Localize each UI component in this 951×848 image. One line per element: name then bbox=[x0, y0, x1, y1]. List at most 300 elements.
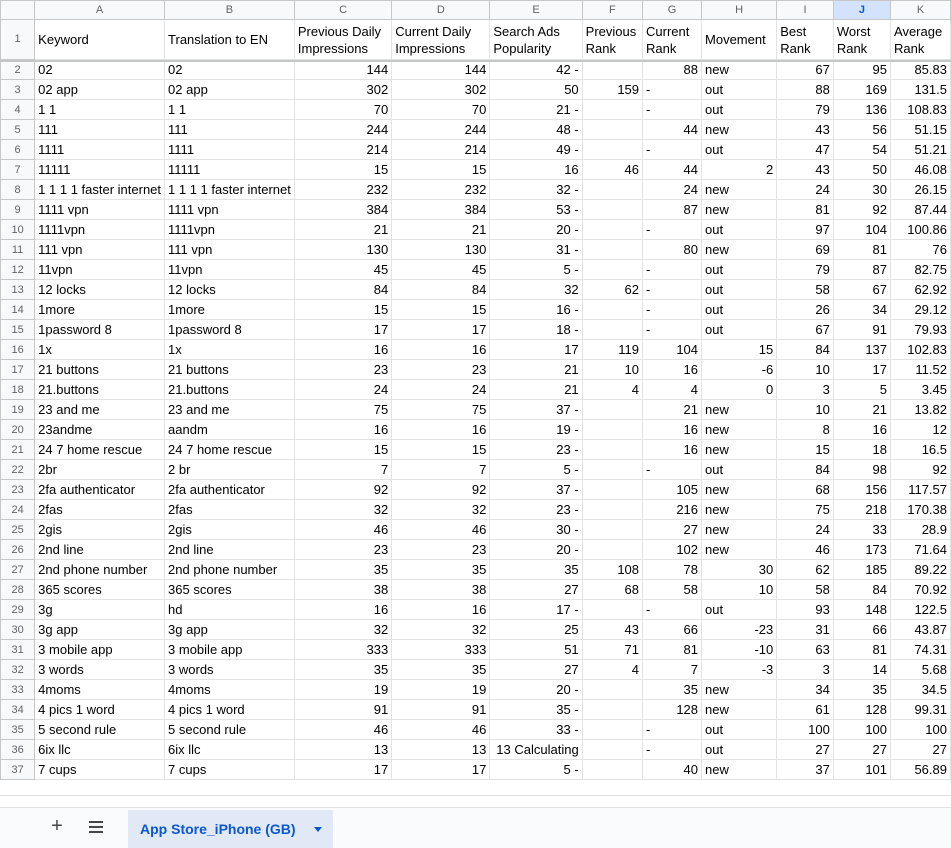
cell[interactable] bbox=[582, 680, 642, 700]
row-header[interactable]: 15 bbox=[1, 320, 35, 340]
cell[interactable]: 2br bbox=[35, 460, 165, 480]
cell[interactable]: 62 bbox=[582, 280, 642, 300]
row-header[interactable]: 16 bbox=[1, 340, 35, 360]
cell[interactable]: -6 bbox=[702, 360, 777, 380]
cell[interactable] bbox=[582, 120, 642, 140]
cell[interactable]: 4moms bbox=[165, 680, 295, 700]
column-header-c[interactable]: C bbox=[294, 1, 391, 20]
cell[interactable]: 24 bbox=[392, 380, 490, 400]
cell[interactable]: 5 bbox=[833, 380, 890, 400]
cell[interactable]: 15 bbox=[294, 300, 391, 320]
row-header[interactable]: 36 bbox=[1, 740, 35, 760]
cell[interactable] bbox=[582, 320, 642, 340]
cell[interactable]: 45 bbox=[294, 260, 391, 280]
cell[interactable]: 92 bbox=[294, 480, 391, 500]
cell[interactable]: 16.5 bbox=[891, 440, 951, 460]
cell[interactable]: 30 - bbox=[490, 520, 582, 540]
plus-icon[interactable]: + bbox=[51, 815, 63, 837]
cell[interactable]: 19 - bbox=[490, 420, 582, 440]
cell[interactable]: 23 and me bbox=[35, 400, 165, 420]
cell[interactable]: 384 bbox=[392, 200, 490, 220]
cell[interactable]: 68 bbox=[582, 580, 642, 600]
cell[interactable]: - bbox=[643, 220, 702, 240]
cell[interactable]: 21 - bbox=[490, 100, 582, 120]
cell[interactable]: 23andme bbox=[35, 420, 165, 440]
row-header[interactable]: 24 bbox=[1, 500, 35, 520]
cell[interactable]: 1111 vpn bbox=[35, 200, 165, 220]
cell[interactable]: 02 app bbox=[35, 80, 165, 100]
cell[interactable]: 58 bbox=[777, 280, 834, 300]
cell[interactable]: 4 pics 1 word bbox=[165, 700, 295, 720]
column-header-i[interactable]: I bbox=[777, 1, 834, 20]
cell[interactable] bbox=[582, 480, 642, 500]
row-header[interactable]: 22 bbox=[1, 460, 35, 480]
cell[interactable]: 2nd line bbox=[35, 540, 165, 560]
cell[interactable]: 48 - bbox=[490, 120, 582, 140]
row-header[interactable]: 21 bbox=[1, 440, 35, 460]
cell[interactable] bbox=[582, 260, 642, 280]
cell[interactable] bbox=[582, 720, 642, 740]
cell[interactable]: 5 second rule bbox=[35, 720, 165, 740]
cell[interactable]: 50 bbox=[833, 160, 890, 180]
cell[interactable]: 23 bbox=[294, 540, 391, 560]
cell[interactable] bbox=[582, 700, 642, 720]
cell[interactable]: 8 bbox=[777, 420, 834, 440]
cell[interactable]: 144 bbox=[392, 60, 490, 80]
cell[interactable]: 2gis bbox=[165, 520, 295, 540]
column-header-k[interactable]: K bbox=[891, 1, 951, 20]
cell[interactable]: 148 bbox=[833, 600, 890, 620]
column-header-f[interactable]: F bbox=[582, 1, 642, 20]
cell[interactable]: new bbox=[702, 480, 777, 500]
cell[interactable]: 216 bbox=[643, 500, 702, 520]
cell[interactable]: 37 bbox=[777, 760, 834, 780]
row-header[interactable]: 13 bbox=[1, 280, 35, 300]
cell[interactable]: 1111 vpn bbox=[165, 200, 295, 220]
header-cell[interactable]: Average Rank bbox=[891, 20, 951, 60]
cell[interactable]: 218 bbox=[833, 500, 890, 520]
cell[interactable]: - bbox=[643, 100, 702, 120]
cell[interactable]: 75 bbox=[777, 500, 834, 520]
cell[interactable]: 15 bbox=[702, 340, 777, 360]
cell[interactable]: 20 - bbox=[490, 540, 582, 560]
cell[interactable]: 1111 bbox=[35, 140, 165, 160]
cell[interactable]: 130 bbox=[294, 240, 391, 260]
cell[interactable]: new bbox=[702, 240, 777, 260]
cell[interactable]: 111 bbox=[35, 120, 165, 140]
cell[interactable]: 101 bbox=[833, 760, 890, 780]
cell[interactable]: 4 bbox=[643, 380, 702, 400]
cell[interactable]: 23 and me bbox=[165, 400, 295, 420]
cell[interactable]: 34 bbox=[833, 300, 890, 320]
row-header[interactable]: 11 bbox=[1, 240, 35, 260]
cell[interactable]: 84 bbox=[833, 580, 890, 600]
cell[interactable]: 24 7 home rescue bbox=[35, 440, 165, 460]
cell[interactable]: 32 - bbox=[490, 180, 582, 200]
cell[interactable]: 13 bbox=[392, 740, 490, 760]
cell[interactable]: 104 bbox=[833, 220, 890, 240]
cell[interactable]: 1111vpn bbox=[165, 220, 295, 240]
row-header[interactable]: 33 bbox=[1, 680, 35, 700]
cell[interactable]: 21.buttons bbox=[165, 380, 295, 400]
cell[interactable]: 21 bbox=[294, 220, 391, 240]
row-header[interactable]: 26 bbox=[1, 540, 35, 560]
cell[interactable]: 23 - bbox=[490, 440, 582, 460]
cell[interactable]: 18 bbox=[833, 440, 890, 460]
cell[interactable]: 1111 bbox=[165, 140, 295, 160]
cell[interactable]: 11111 bbox=[35, 160, 165, 180]
cell[interactable]: 1 1 bbox=[165, 100, 295, 120]
row-header[interactable]: 34 bbox=[1, 700, 35, 720]
cell[interactable]: 11vpn bbox=[35, 260, 165, 280]
cell[interactable]: 5 - bbox=[490, 260, 582, 280]
cell[interactable]: 35 - bbox=[490, 700, 582, 720]
cell[interactable]: 2fas bbox=[35, 500, 165, 520]
cell[interactable]: 16 bbox=[294, 340, 391, 360]
cell[interactable]: 46 bbox=[294, 720, 391, 740]
cell[interactable]: 71 bbox=[582, 640, 642, 660]
cell[interactable]: 11vpn bbox=[165, 260, 295, 280]
cell[interactable]: 13 bbox=[294, 740, 391, 760]
cell[interactable]: 33 - bbox=[490, 720, 582, 740]
cell[interactable]: 102 bbox=[643, 540, 702, 560]
cell[interactable]: 33 bbox=[833, 520, 890, 540]
cell[interactable]: 53 - bbox=[490, 200, 582, 220]
cell[interactable]: 159 bbox=[582, 80, 642, 100]
cell[interactable]: 30 bbox=[833, 180, 890, 200]
cell[interactable]: 51.21 bbox=[891, 140, 951, 160]
cell[interactable]: 67 bbox=[777, 320, 834, 340]
cell[interactable]: 5.68 bbox=[891, 660, 951, 680]
cell[interactable]: 99.31 bbox=[891, 700, 951, 720]
cell[interactable]: 20 - bbox=[490, 680, 582, 700]
cell[interactable]: 67 bbox=[777, 60, 834, 80]
cell[interactable]: -23 bbox=[702, 620, 777, 640]
cell[interactable]: 2nd line bbox=[165, 540, 295, 560]
cell[interactable]: 1more bbox=[35, 300, 165, 320]
cell[interactable]: 21 bbox=[392, 220, 490, 240]
cell[interactable]: 84 bbox=[294, 280, 391, 300]
cell[interactable] bbox=[582, 540, 642, 560]
row-header[interactable]: 32 bbox=[1, 660, 35, 680]
cell[interactable]: 50 bbox=[490, 80, 582, 100]
cell[interactable]: 27 bbox=[490, 580, 582, 600]
cell[interactable]: 54 bbox=[833, 140, 890, 160]
cell[interactable] bbox=[582, 180, 642, 200]
column-header-g[interactable]: G bbox=[643, 1, 702, 20]
cell[interactable]: 244 bbox=[294, 120, 391, 140]
header-cell[interactable]: Search Ads Popularity bbox=[490, 20, 582, 60]
cell[interactable]: 302 bbox=[294, 80, 391, 100]
cell[interactable]: 84 bbox=[392, 280, 490, 300]
header-cell[interactable]: Previous Rank bbox=[582, 20, 642, 60]
cell[interactable]: 10 bbox=[777, 360, 834, 380]
cell[interactable]: 5 second rule bbox=[165, 720, 295, 740]
cell[interactable]: 35 bbox=[490, 560, 582, 580]
cell[interactable]: 87 bbox=[643, 200, 702, 220]
cell[interactable]: 232 bbox=[392, 180, 490, 200]
cell[interactable]: 70 bbox=[294, 100, 391, 120]
cell[interactable]: 108 bbox=[582, 560, 642, 580]
cell[interactable]: 58 bbox=[643, 580, 702, 600]
row-header[interactable]: 12 bbox=[1, 260, 35, 280]
cell[interactable]: 2nd phone number bbox=[35, 560, 165, 580]
cell[interactable]: 16 bbox=[392, 340, 490, 360]
cell[interactable]: 68 bbox=[777, 480, 834, 500]
cell[interactable] bbox=[582, 760, 642, 780]
cell[interactable]: 81 bbox=[777, 200, 834, 220]
cell[interactable]: 61 bbox=[777, 700, 834, 720]
cell[interactable]: 1more bbox=[165, 300, 295, 320]
cell[interactable]: new bbox=[702, 540, 777, 560]
cell[interactable]: 13.82 bbox=[891, 400, 951, 420]
cell[interactable]: 2 br bbox=[165, 460, 295, 480]
cell[interactable]: 122.5 bbox=[891, 600, 951, 620]
cell[interactable]: 58 bbox=[777, 580, 834, 600]
cell[interactable]: 2 bbox=[702, 160, 777, 180]
cell[interactable]: 32 bbox=[392, 500, 490, 520]
cell[interactable]: new bbox=[702, 400, 777, 420]
cell[interactable]: 15 bbox=[294, 160, 391, 180]
cell[interactable]: 32 bbox=[294, 620, 391, 640]
cell[interactable]: 32 bbox=[392, 620, 490, 640]
cell[interactable]: 37 - bbox=[490, 480, 582, 500]
cell[interactable]: 3 words bbox=[165, 660, 295, 680]
column-header-d[interactable]: D bbox=[392, 1, 490, 20]
cell[interactable]: 62.92 bbox=[891, 280, 951, 300]
chevron-down-icon[interactable] bbox=[314, 827, 322, 832]
cell[interactable]: 16 bbox=[643, 440, 702, 460]
select-all-corner[interactable] bbox=[1, 1, 35, 20]
cell[interactable] bbox=[582, 200, 642, 220]
cell[interactable] bbox=[582, 520, 642, 540]
cell[interactable]: 16 - bbox=[490, 300, 582, 320]
cell[interactable]: 12 locks bbox=[35, 280, 165, 300]
cell[interactable]: 365 scores bbox=[35, 580, 165, 600]
cell[interactable]: 26.15 bbox=[891, 180, 951, 200]
cell[interactable]: 4 pics 1 word bbox=[35, 700, 165, 720]
cell[interactable]: 34 bbox=[777, 680, 834, 700]
row-header[interactable]: 20 bbox=[1, 420, 35, 440]
cell[interactable]: 156 bbox=[833, 480, 890, 500]
cell[interactable]: 7 bbox=[643, 660, 702, 680]
cell[interactable]: 1password 8 bbox=[35, 320, 165, 340]
cell[interactable]: new bbox=[702, 520, 777, 540]
cell[interactable]: out bbox=[702, 600, 777, 620]
cell[interactable]: 19 bbox=[294, 680, 391, 700]
cell[interactable] bbox=[582, 60, 642, 80]
cell[interactable]: 23 - bbox=[490, 500, 582, 520]
column-header-a[interactable]: A bbox=[35, 1, 165, 20]
cell[interactable]: 136 bbox=[833, 100, 890, 120]
cell[interactable]: 21 buttons bbox=[165, 360, 295, 380]
cell[interactable]: 66 bbox=[833, 620, 890, 640]
cell[interactable]: 93 bbox=[777, 600, 834, 620]
cell[interactable]: out bbox=[702, 300, 777, 320]
cell[interactable]: 173 bbox=[833, 540, 890, 560]
cell[interactable]: 70.92 bbox=[891, 580, 951, 600]
cell[interactable]: 21 bbox=[490, 360, 582, 380]
cell[interactable]: 70 bbox=[392, 100, 490, 120]
cell[interactable]: 49 - bbox=[490, 140, 582, 160]
cell[interactable] bbox=[582, 100, 642, 120]
cell[interactable]: 3g app bbox=[165, 620, 295, 640]
cell[interactable]: 46 bbox=[777, 540, 834, 560]
row-header[interactable]: 28 bbox=[1, 580, 35, 600]
cell[interactable]: 46 bbox=[392, 520, 490, 540]
cell[interactable]: - bbox=[643, 460, 702, 480]
cell[interactable]: 18 - bbox=[490, 320, 582, 340]
cell[interactable]: 3 bbox=[777, 380, 834, 400]
cell[interactable]: 20 - bbox=[490, 220, 582, 240]
cell[interactable]: - bbox=[643, 80, 702, 100]
row-header[interactable]: 3 bbox=[1, 80, 35, 100]
cell[interactable]: 117.57 bbox=[891, 480, 951, 500]
cell[interactable]: 2fa authenticator bbox=[165, 480, 295, 500]
cell[interactable]: 42 - bbox=[490, 60, 582, 80]
cell[interactable]: new bbox=[702, 680, 777, 700]
row-header[interactable]: 6 bbox=[1, 140, 35, 160]
cell[interactable]: 25 bbox=[490, 620, 582, 640]
cell[interactable]: 16 bbox=[643, 360, 702, 380]
cell[interactable]: 15 bbox=[294, 440, 391, 460]
cell[interactable]: 98 bbox=[833, 460, 890, 480]
cell[interactable]: 02 bbox=[165, 60, 295, 80]
cell[interactable]: 24 bbox=[777, 180, 834, 200]
cell[interactable]: 169 bbox=[833, 80, 890, 100]
cell[interactable]: hd bbox=[165, 600, 295, 620]
cell[interactable]: 80 bbox=[643, 240, 702, 260]
cell[interactable]: 62 bbox=[777, 560, 834, 580]
cell[interactable]: 91 bbox=[294, 700, 391, 720]
cell[interactable]: -10 bbox=[702, 640, 777, 660]
cell[interactable]: 100 bbox=[777, 720, 834, 740]
cell[interactable]: 88 bbox=[777, 80, 834, 100]
cell[interactable] bbox=[582, 240, 642, 260]
cell[interactable]: 5 - bbox=[490, 460, 582, 480]
cell[interactable]: 21 bbox=[833, 400, 890, 420]
row-header[interactable]: 29 bbox=[1, 600, 35, 620]
cell[interactable]: 111 vpn bbox=[35, 240, 165, 260]
cell[interactable]: 43 bbox=[777, 160, 834, 180]
cell[interactable]: 21.buttons bbox=[35, 380, 165, 400]
cell[interactable]: 91 bbox=[392, 700, 490, 720]
cell[interactable]: 0 bbox=[702, 380, 777, 400]
cell[interactable]: new bbox=[702, 60, 777, 80]
cell[interactable]: 23 bbox=[294, 360, 391, 380]
row-header[interactable]: 19 bbox=[1, 400, 35, 420]
row-header[interactable]: 2 bbox=[1, 60, 35, 80]
cell[interactable]: 6ix llc bbox=[35, 740, 165, 760]
cell[interactable]: 31 bbox=[777, 620, 834, 640]
cell[interactable]: 21 buttons bbox=[35, 360, 165, 380]
cell[interactable]: 6ix llc bbox=[165, 740, 295, 760]
cell[interactable]: 26 bbox=[777, 300, 834, 320]
cell[interactable]: 37 - bbox=[490, 400, 582, 420]
cell[interactable]: 11.52 bbox=[891, 360, 951, 380]
cell[interactable]: 87 bbox=[833, 260, 890, 280]
cell[interactable]: 24 bbox=[294, 380, 391, 400]
cell[interactable] bbox=[582, 420, 642, 440]
cell[interactable] bbox=[582, 140, 642, 160]
cell[interactable]: - bbox=[643, 740, 702, 760]
cell[interactable] bbox=[582, 740, 642, 760]
cell[interactable]: 17 bbox=[833, 360, 890, 380]
cell[interactable]: 43 bbox=[582, 620, 642, 640]
cell[interactable]: 32 bbox=[490, 280, 582, 300]
cell[interactable]: 7 cups bbox=[165, 760, 295, 780]
cell[interactable]: 46 bbox=[392, 720, 490, 740]
sheet-tab-active[interactable] bbox=[128, 810, 333, 848]
cell[interactable]: 76 bbox=[891, 240, 951, 260]
cell[interactable]: 63 bbox=[777, 640, 834, 660]
cell[interactable]: 14 bbox=[833, 660, 890, 680]
cell[interactable]: 16 bbox=[294, 600, 391, 620]
cell[interactable]: 13 Calculating bbox=[490, 740, 582, 760]
header-cell[interactable]: Current Daily Impressions bbox=[392, 20, 490, 60]
cell[interactable]: 16 bbox=[392, 420, 490, 440]
cell[interactable]: out bbox=[702, 460, 777, 480]
cell[interactable]: 56.89 bbox=[891, 760, 951, 780]
cell[interactable]: 97 bbox=[777, 220, 834, 240]
cell[interactable]: 47 bbox=[777, 140, 834, 160]
cell[interactable]: 43.87 bbox=[891, 620, 951, 640]
cell[interactable]: out bbox=[702, 260, 777, 280]
cell[interactable]: 4 bbox=[582, 380, 642, 400]
cell[interactable]: 1x bbox=[165, 340, 295, 360]
cell[interactable]: 100.86 bbox=[891, 220, 951, 240]
cell[interactable]: 3 bbox=[777, 660, 834, 680]
row-header[interactable]: 5 bbox=[1, 120, 35, 140]
cell[interactable]: 78 bbox=[643, 560, 702, 580]
cell[interactable]: 2fas bbox=[165, 500, 295, 520]
cell[interactable]: 244 bbox=[392, 120, 490, 140]
menu-icon[interactable] bbox=[86, 818, 106, 836]
frozen-row-divider[interactable] bbox=[0, 60, 951, 62]
cell[interactable]: 27 bbox=[833, 740, 890, 760]
cell[interactable]: 89.22 bbox=[891, 560, 951, 580]
cell[interactable]: 1 1 1 1 faster internet bbox=[165, 180, 295, 200]
cell[interactable]: 92 bbox=[891, 460, 951, 480]
cell[interactable]: out bbox=[702, 320, 777, 340]
cell[interactable]: 43 bbox=[777, 120, 834, 140]
cell[interactable]: 24 7 home rescue bbox=[165, 440, 295, 460]
cell[interactable]: 56 bbox=[833, 120, 890, 140]
cell[interactable]: 4moms bbox=[35, 680, 165, 700]
cell[interactable]: 46 bbox=[582, 160, 642, 180]
cell[interactable]: 185 bbox=[833, 560, 890, 580]
column-header-e[interactable]: E bbox=[490, 1, 582, 20]
cell[interactable]: 384 bbox=[294, 200, 391, 220]
cell[interactable]: out bbox=[702, 220, 777, 240]
cell[interactable]: 95 bbox=[833, 60, 890, 80]
cell[interactable]: 16 bbox=[833, 420, 890, 440]
cell[interactable]: 71.64 bbox=[891, 540, 951, 560]
cell[interactable]: 17 bbox=[294, 320, 391, 340]
cell[interactable]: 119 bbox=[582, 340, 642, 360]
row-header[interactable]: 9 bbox=[1, 200, 35, 220]
cell[interactable]: 3 words bbox=[35, 660, 165, 680]
cell[interactable]: 232 bbox=[294, 180, 391, 200]
cell[interactable]: 38 bbox=[294, 580, 391, 600]
cell[interactable]: 16 bbox=[392, 600, 490, 620]
cell[interactable]: 11111 bbox=[165, 160, 295, 180]
cell[interactable]: new bbox=[702, 420, 777, 440]
cell[interactable]: 3 mobile app bbox=[165, 640, 295, 660]
cell[interactable]: 12 locks bbox=[165, 280, 295, 300]
cell[interactable]: 17 bbox=[392, 760, 490, 780]
cell[interactable]: 4 bbox=[582, 660, 642, 680]
